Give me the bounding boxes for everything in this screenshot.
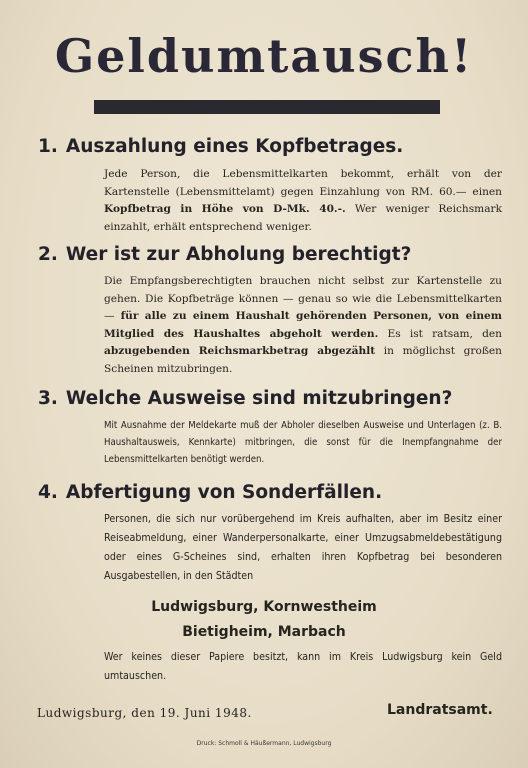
- section-1-heading: [38, 136, 403, 158]
- title-underline-bar: [94, 100, 440, 114]
- section-2-number: 2.: [38, 244, 58, 265]
- section-1-number: 1.: [38, 136, 58, 157]
- section-3-number: 3.: [38, 388, 58, 409]
- issuing-authority: Landratsamt.: [387, 702, 493, 718]
- section-2-title: Wer ist zur Abholung berechtigt?: [65, 244, 412, 265]
- section-2-text-bold1: für alle zu einem Haushalt gehörenden Personen, von einem Mitglied des Haushaltes abgeholt werden.: [104, 310, 502, 340]
- section-3-heading: [38, 388, 452, 410]
- section-2-text-bold2: abzugebenden Reichsmarkbetrag abgezählt: [104, 345, 376, 357]
- section-2-heading: [38, 244, 411, 266]
- section-3-title: Welche Ausweise sind mitzubringen?: [65, 388, 453, 409]
- section-4-text: Personen, die sich nur vorübergehend im Kreis aufhalten, aber im Besitz einer Reiseabmeldung, einer Wanderpersonalkarte, einer Umzugsabmeldebestätigung oder eines G-Scheines sind, erhalten ihren Kopfbetrag bei besonderen Ausgabestellen, in den Städten: [104, 513, 502, 582]
- section-4-heading: [38, 482, 382, 504]
- section-2-text-part2: Es ist ratsam, den: [378, 327, 502, 340]
- section-1-text: [104, 166, 502, 236]
- section-1-text-part1: Jede Person, die Lebensmittelkarten bekommt, erhält von der Kartenstelle (Lebensmittelamt) gegen Einzahlung von RM. 60.— einen: [104, 168, 502, 198]
- section-3-text: Mit Ausnahme der Meldekarte muß der Abholer dieselben Ausweise und Unterlagen (z. B. Haushaltausweis, Kennkarte) mitbringen, die sonst für die Inempfangnahme der Lebensmittelkarten benötigt werden.: [104, 420, 502, 465]
- section-4-number: 4.: [38, 482, 58, 503]
- cities-line-2: Bietigheim, Marbach: [182, 624, 346, 640]
- section-4-title: Abfertigung von Sonderfällen.: [65, 482, 383, 503]
- section-4-closing: Wer keines dieser Papiere besitzt, kann im Kreis Ludwigsburg kein Geld umtauschen.: [104, 651, 502, 682]
- section-1-text-part2: Wer weniger Reichsmark einzahlt, erhält entsprechend weniger.: [104, 203, 503, 233]
- section-2-text: [104, 273, 502, 378]
- place-and-date: Ludwigsburg, den 19. Juni 1948.: [37, 706, 252, 720]
- poster-title: Geldumtausch!: [54, 29, 474, 83]
- printer-credit: Druck: Schmoll & Häußermann, Ludwigsburg: [196, 740, 332, 747]
- section-1-title: Auszahlung eines Kopfbetrages.: [65, 136, 404, 157]
- section-2-text-part1: Die Empfangsberechtigten brauchen nicht selbst zur Kartenstelle zu gehen. Die Kopfbeträge können — genau so wie die Lebensmittelkarten —: [104, 275, 502, 322]
- section-1-text-bold: Kopfbetrag in Höhe von D-Mk. 40.-.: [104, 203, 346, 215]
- cities-line-1: Ludwigsburg, Kornwestheim: [151, 599, 377, 615]
- section-2-text-part3: in möglichst großen Scheinen mitzubringen.: [104, 345, 502, 375]
